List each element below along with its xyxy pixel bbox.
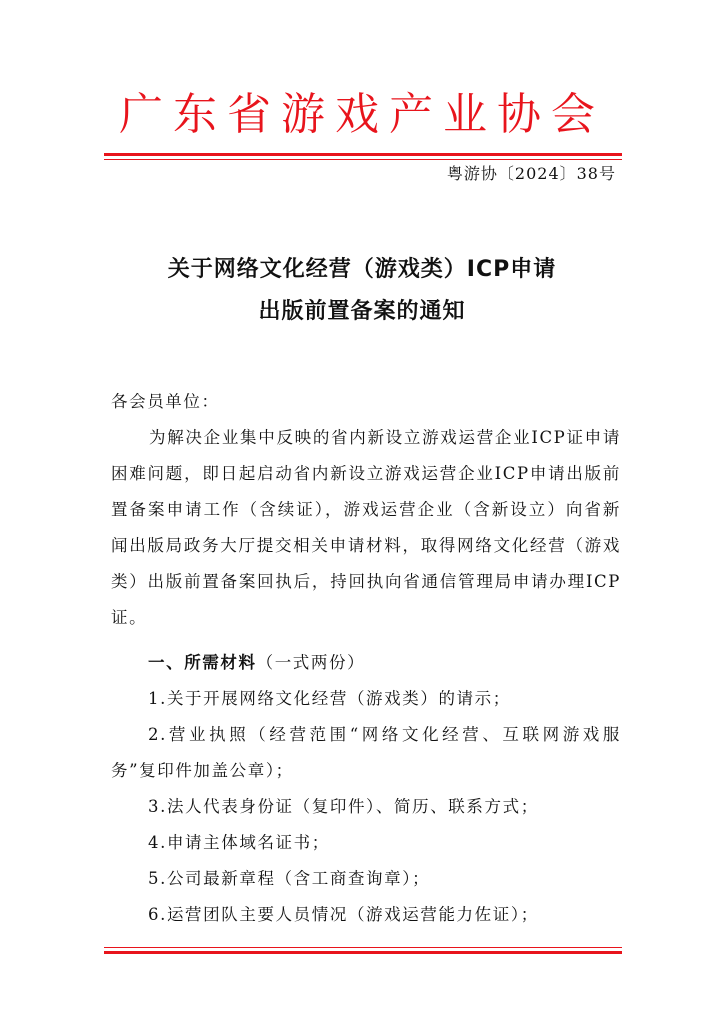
document-title-line-1: 关于网络文化经营（游戏类）ICP申请 [167,257,557,282]
header-rule-thin [104,159,622,160]
materials-list-item: 2.营业执照（经营范围“网络文化经营、互联网游戏服务”复印件加盖公章）； [111,725,621,780]
materials-list-item: 4.申请主体域名证书； [148,833,330,852]
header-rule-thick [104,153,622,156]
section-heading-note: （一式两份） [256,653,366,672]
section-heading-title: 一、所需材料 [148,653,257,672]
footer-rule-thick [104,951,622,954]
materials-list-item: 6.运营团队主要人员情况（游戏运营能力佐证）； [148,905,539,924]
materials-list-item: 5.公司最新章程（含工商查询章）； [148,869,431,888]
section-heading-materials [148,645,365,681]
materials-list-item: 3.法人代表身份证（复印件）、简历、联系方式； [148,797,539,816]
salutation: 各会员单位： [111,392,220,411]
materials-list [111,681,621,933]
document-number: 粤游协〔2024〕38号 [446,164,616,183]
footer-rule-thin [104,947,622,948]
organization-name: 广东省游戏产业协会 [119,89,605,140]
materials-list-item: 1.关于开展网络文化经营（游戏类）的请示； [148,689,511,708]
intro-paragraph: 为解决企业集中反映的省内新设立游戏运营企业ICP证申请困难问题，即日起启动省内新设立游戏运营企业ICP申请出版前置备案申请工作（含续证），游戏运营企业（含新设立）向省新闻出版局政务大厅提交相关申请材料，取得网络文化经营（游戏类）出版前置备案回执后，持回执向省通信管理局申请办理ICP证。 [111,428,621,627]
document-title-line-2: 出版前置备案的通知 [258,299,466,324]
